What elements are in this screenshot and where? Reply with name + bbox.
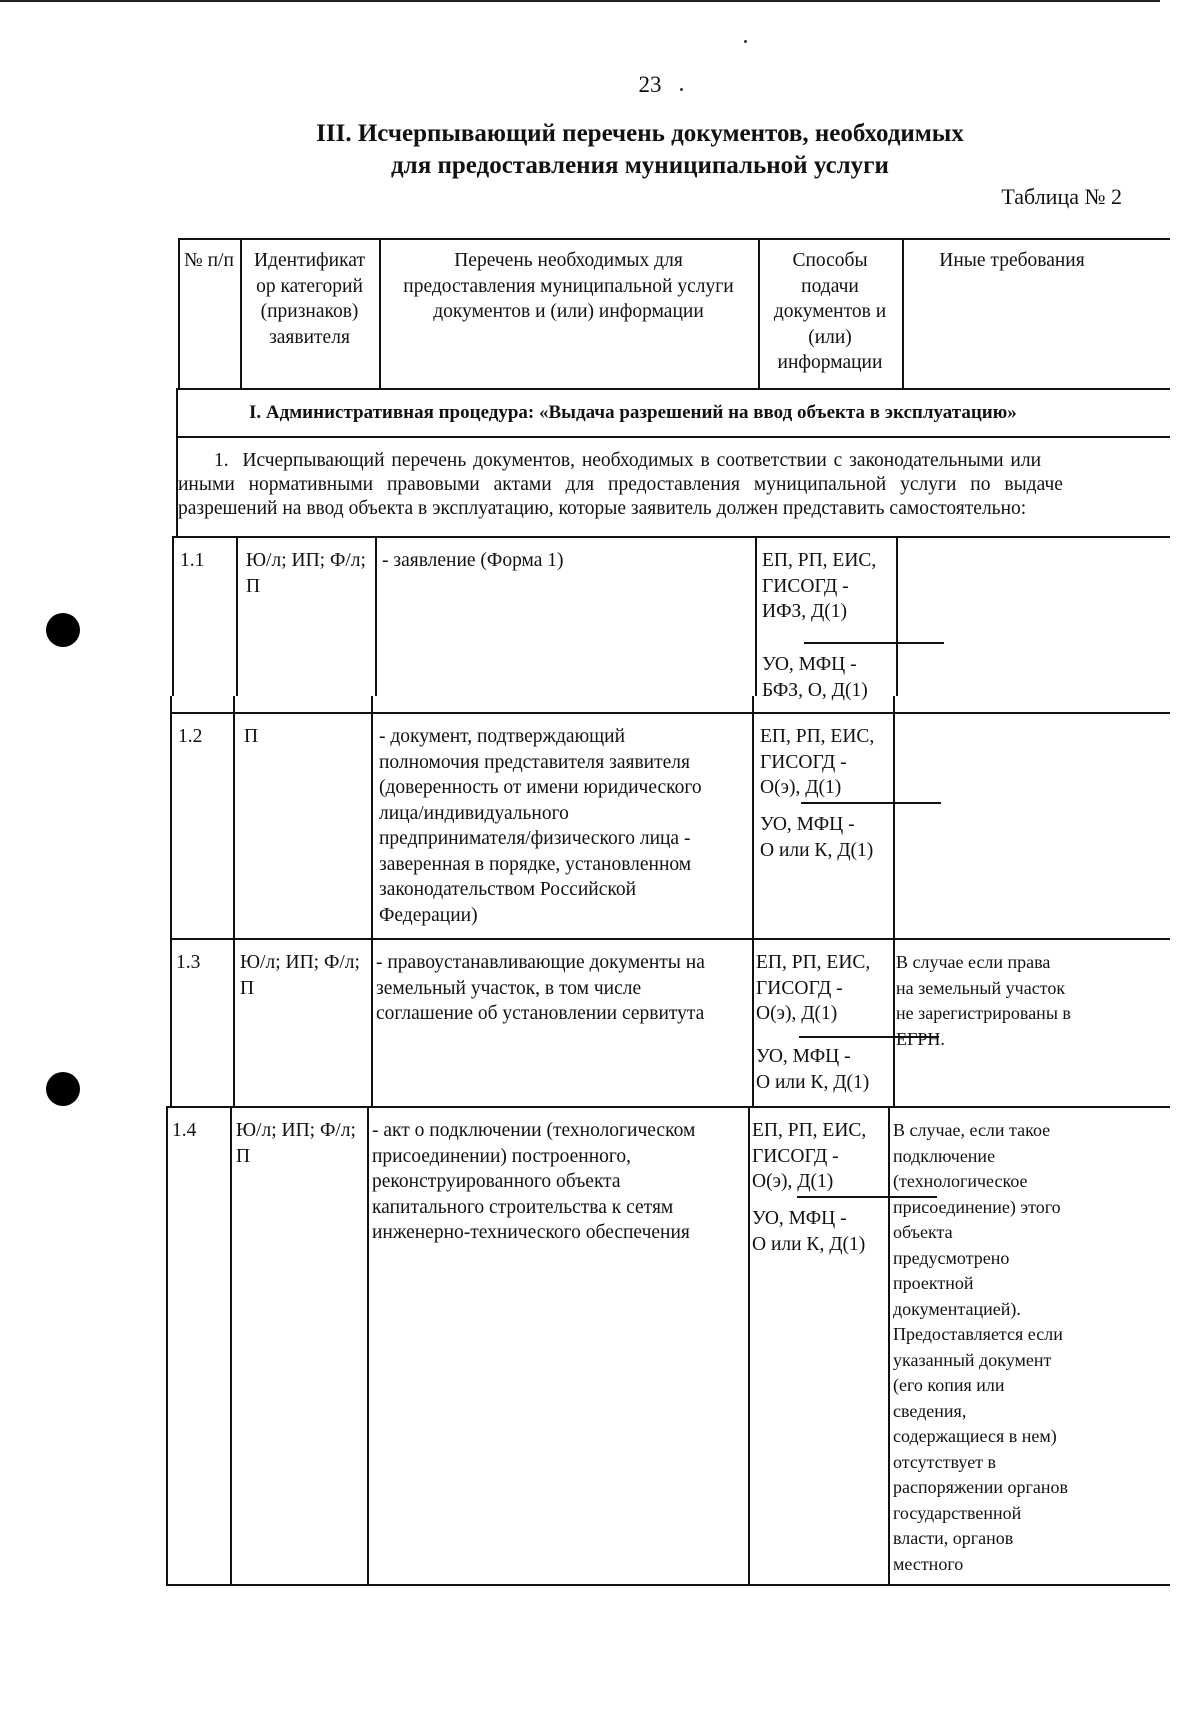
col-sep-3: [752, 696, 754, 1106]
rows-left-border: [172, 536, 174, 696]
intro-line-1: 1. Исчерпывающий перечень документов, необходимых в соответствии с законодательными или: [214, 450, 1042, 471]
page-number: 23: [638, 72, 662, 97]
row-applicant: Ю/л; ИП; Ф/л; П: [246, 550, 366, 597]
col-sep-2: [367, 1106, 369, 1584]
row-method-electronic: ЕП, РП, ЕИС, ГИСОГД - О(э), Д(1): [756, 952, 871, 1024]
row-method-paper: УО, МФЦ - О или К, Д(1): [752, 1208, 866, 1255]
title-line-2: для предоставления муниципальной услуги: [391, 152, 889, 179]
row-applicant: Ю/л; ИП; Ф/л; П: [236, 1120, 356, 1167]
method-split-1: [804, 642, 944, 644]
table-bottom-border: [166, 1584, 1170, 1586]
col-sep-1: [230, 1106, 232, 1584]
row-applicant: П: [244, 726, 259, 747]
row-document: - акт о подключении (технологическом присоединении) построенного, реконструированного объекта капитального строительства к сетям инженерно-технического обеспечения: [372, 1120, 696, 1243]
row-method-paper: УО, МФЦ - О или К, Д(1): [756, 1046, 870, 1093]
row-method-electronic: ЕП, РП, ЕИС, ГИСОГД - ИФЗ, Д(1): [762, 550, 877, 622]
col-sep-3: [748, 1106, 750, 1584]
table-row-num: 1.1: [180, 550, 205, 571]
col-sep-4: [896, 536, 898, 696]
section-bottom-border: [176, 436, 1170, 438]
row-method-electronic: ЕП, РП, ЕИС, ГИСОГД - О(э), Д(1): [752, 1120, 867, 1192]
row-applicant: Ю/л; ИП; Ф/л; П: [240, 952, 360, 999]
table-caption: Таблица № 2: [1001, 184, 1122, 209]
document-title: [200, 118, 1080, 182]
row-document: - документ, подтверждающий полномочия представителя заявителя (доверенность от имени юридического лица/индивидуального предпринимателя/физического лица - заверенная в порядке, установленном законодательством Российской Федерации): [379, 726, 702, 926]
scan-edge-line: [0, 0, 1160, 2]
section-title: I. Административная процедура: «Выдача разрешений на ввод объекта в эксплуатацию»: [249, 402, 1017, 423]
documents-table: [166, 236, 1170, 1588]
header-bottom-border: [176, 388, 1170, 390]
row-other: В случае, если такое подключение (технологическое присоединение) этого объекта предусмотрено проектной документацией). Предоставляется если указанный документ (его копия или сведения, содержащиеся в нем) отсутствует в распоряжении органов государственной власти, органов местного: [893, 1120, 1068, 1574]
intro-bottom-border: [174, 536, 1170, 538]
col-sep-1: [233, 696, 235, 1106]
table-top-border: [180, 238, 1170, 240]
row-document: - заявление (Форма 1): [382, 550, 564, 571]
method-split-2: [801, 802, 941, 804]
table-row-num: 1.3: [176, 952, 201, 973]
scan-speck: [744, 40, 747, 43]
col-sep-4: [888, 1106, 890, 1584]
col-sep-4: [893, 696, 895, 1106]
header-documents-list: Перечень необходимых для предоставления муниципальной услуги документов и (или) информации: [403, 250, 734, 322]
row-3-4-border: [168, 1106, 1170, 1108]
intro-line-3: разрешений на ввод объекта в эксплуатацию, которые заявитель должен представить самостоятельно:: [178, 498, 1027, 519]
col-sep-3: [755, 536, 757, 696]
row-document: - правоустанавливающие документы на земельный участок, в том числе соглашение об установлении сервитута: [376, 952, 705, 1024]
table-row-num: 1.4: [172, 1120, 197, 1141]
title-line-1: III. Исчерпывающий перечень документов, необходимых: [316, 120, 964, 147]
punch-hole-top: [46, 613, 80, 647]
header-num: № п/п: [184, 250, 234, 271]
row-method-paper: УО, МФЦ - БФЗ, О, Д(1): [762, 654, 868, 701]
col-sep-2: [371, 696, 373, 1106]
row-1-2-border: [172, 712, 1170, 714]
rows-left-border: [170, 696, 172, 1106]
col-sep-1: [236, 536, 238, 696]
row-method-electronic: ЕП, РП, ЕИС, ГИСОГД - О(э), Д(1): [760, 726, 875, 798]
row-method-paper: УО, МФЦ - О или К, Д(1): [760, 814, 874, 861]
col-sep-2: [375, 536, 377, 696]
rows-left-border: [166, 1106, 168, 1584]
intro-line-2: иными нормативными правовыми актами для предоставления муниципальной услуги по выдаче: [178, 474, 1063, 495]
table-row-num: 1.2: [178, 726, 203, 747]
row-other: В случае если права на земельный участок не зарегистрированы в ЕГРН.: [896, 952, 1071, 1049]
punch-hole-bottom: [46, 1072, 80, 1106]
header-submission-methods: Способы подачи документов и (или) информации: [773, 250, 887, 373]
header-other-requirements: Иные требования: [939, 250, 1085, 271]
row-2-3-border: [170, 938, 1170, 940]
header-applicant-category: Идентификат ор категорий (признаков) заявителя: [254, 250, 365, 348]
